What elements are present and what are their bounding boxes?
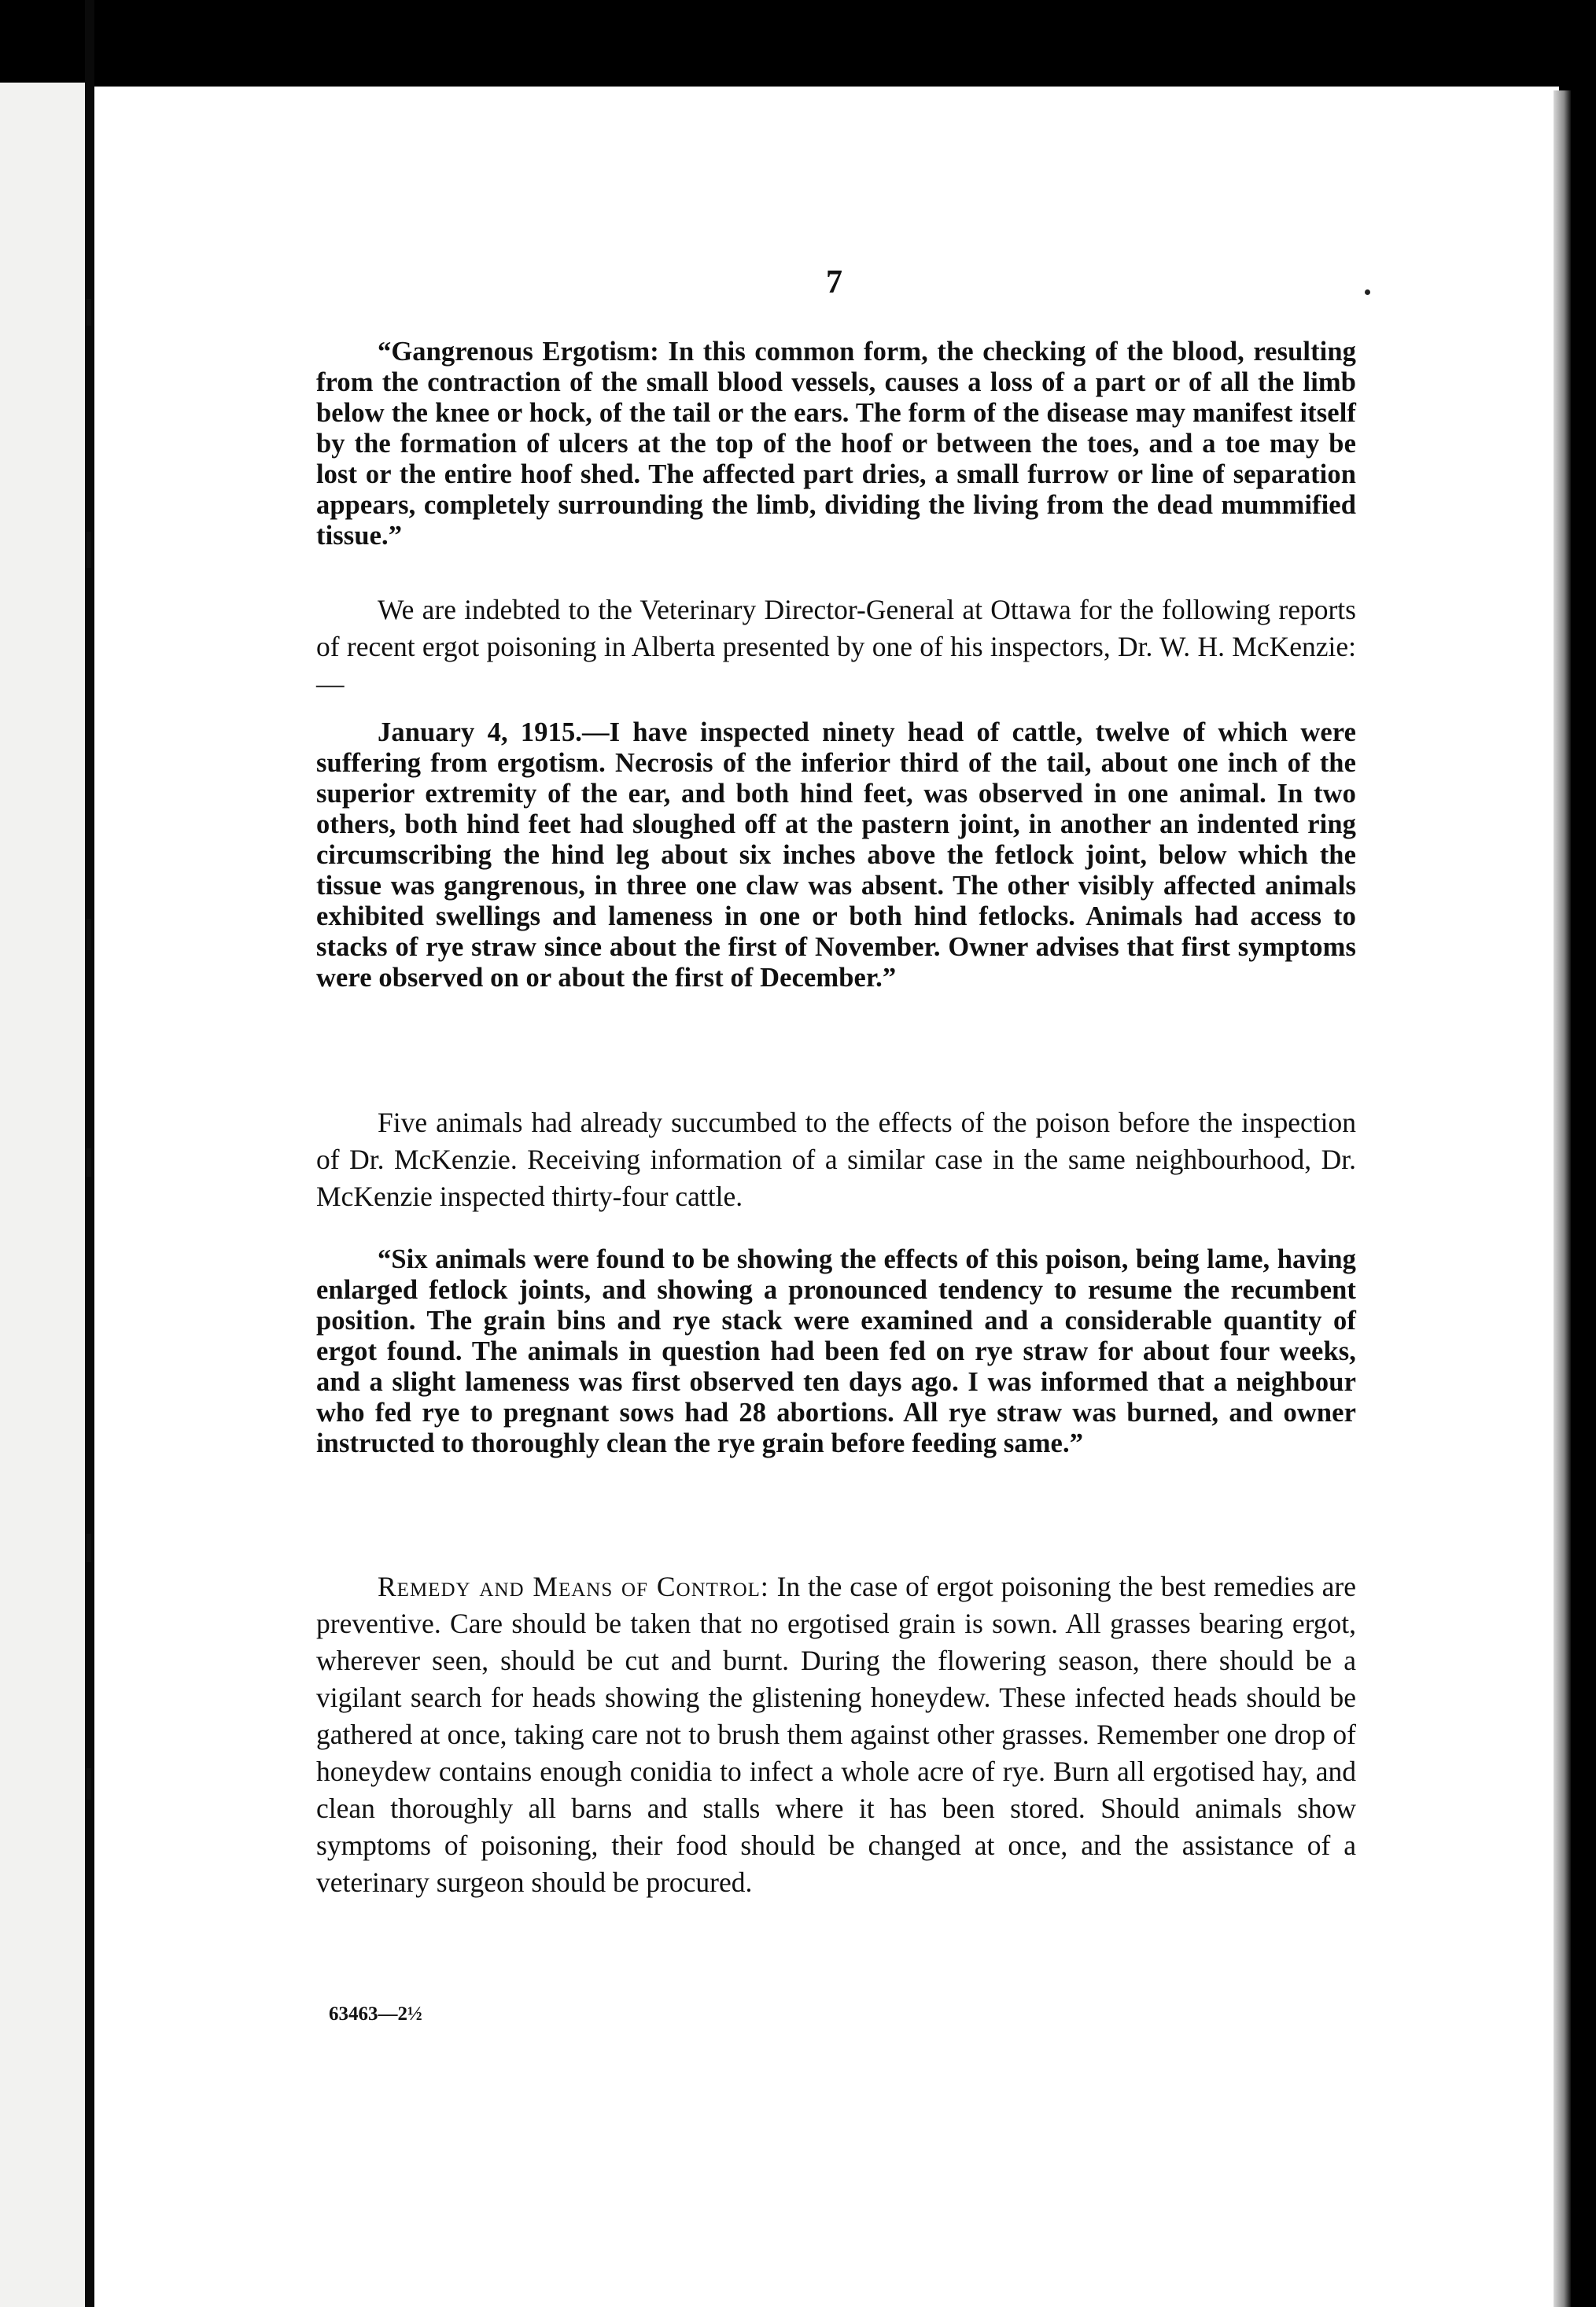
printer-code: 63463—2½ xyxy=(329,2003,422,2025)
indebted-paragraph: We are indebted to the Veterinary Director-General at Ottawa for the following reports of recent ergot poisoning in Alberta presented by one of his inspectors, Dr. W. H. McKenzie:— xyxy=(316,594,1356,699)
six-animals-quote: “Six animals were found to be showing the effects of this poison, being lame, having enlarged fetlock joints, and showing a pronounced tendency to resume the recumbent position. The grain bins and rye stack were examined and a considerable quantity of ergot found. The animals in question had been fed on rye straw for about four weeks, and a slight lameness was first observed ten days ago. I was informed that a neighbour who fed rye to pregnant sows had 28 abortions. All rye straw was burned, and owner instructed to thoroughly clean the rye grain before feeding same.” xyxy=(316,1244,1356,1458)
page-edge-shadow xyxy=(1554,90,1571,2307)
gangrenous-ergotism-quote: “Gangrenous Ergotism: In this common form, the checking of the blood, resulting from the contraction of the small blood vessels, causes a loss of a part or of all the limb below the knee or hock, of the tail or the ears. The form of the disease may manifest itself by the formation of ulcers at the top of the hoof or between the toes, and a toe may be lost or the entire hoof shed. The affected part dries, a small furrow or line of separation appears, completely surrounding the limb, dividing the living from the dead mummified tissue.” xyxy=(316,337,1356,551)
remedy-body: In the case of ergot poisoning the best remedies are preventive. Care should be taken that no ergotised grain is sown. All grasses bearing ergot, wherever seen, should be cut and burnt. During the flowering season, there should be a vigilant search for heads showing the glistening honeydew. These infected heads should be gathered at once, taking care not to brush them against other grasses. Remember one drop of honeydew contains enough conidia to infect a whole acre of rye. Burn all ergotised hay, and clean thoroughly all barns and stalls where it has been stored. Should animals show symptoms of poisoning, their food should be changed at once, and the assistance of a veterinary surgeon should be procured. xyxy=(316,1571,1356,1898)
page-number: 7 xyxy=(826,264,842,300)
left-page-edge xyxy=(0,83,85,2307)
five-animals-paragraph: Five animals had already succumbed to the effects of the poison before the inspection of Dr. McKenzie. Receiving information of a similar case in the same neighbourhood, Dr. McKenzie inspected thirty-four cattle. xyxy=(316,1107,1356,1212)
january-report-quote: January 4, 1915.—I have inspected ninety head of cattle, twelve of which were suffering from ergotism. Necrosis of the inferior third of the tail, about one inch of the superior extremity of the ear, and both hind feet, was observed in one animal. In two others, both hind feet had sloughed off at the pastern joint, in another an indented ring circumscribing the hind leg about six inches above the fetlock joint, below which the tissue was gangrenous, in three one claw was absent. The other visibly affected animals exhibited swellings and lameness in one or both hind fetlocks. Animals had access to stacks of rye straw since about the first of November. Owner advises that first symptoms were observed on or about the first of December.” xyxy=(316,717,1356,993)
print-dot xyxy=(1365,289,1370,295)
remedy-paragraph xyxy=(316,1568,1356,1901)
remedy-heading: Remedy and Means of Control: xyxy=(378,1571,769,1602)
